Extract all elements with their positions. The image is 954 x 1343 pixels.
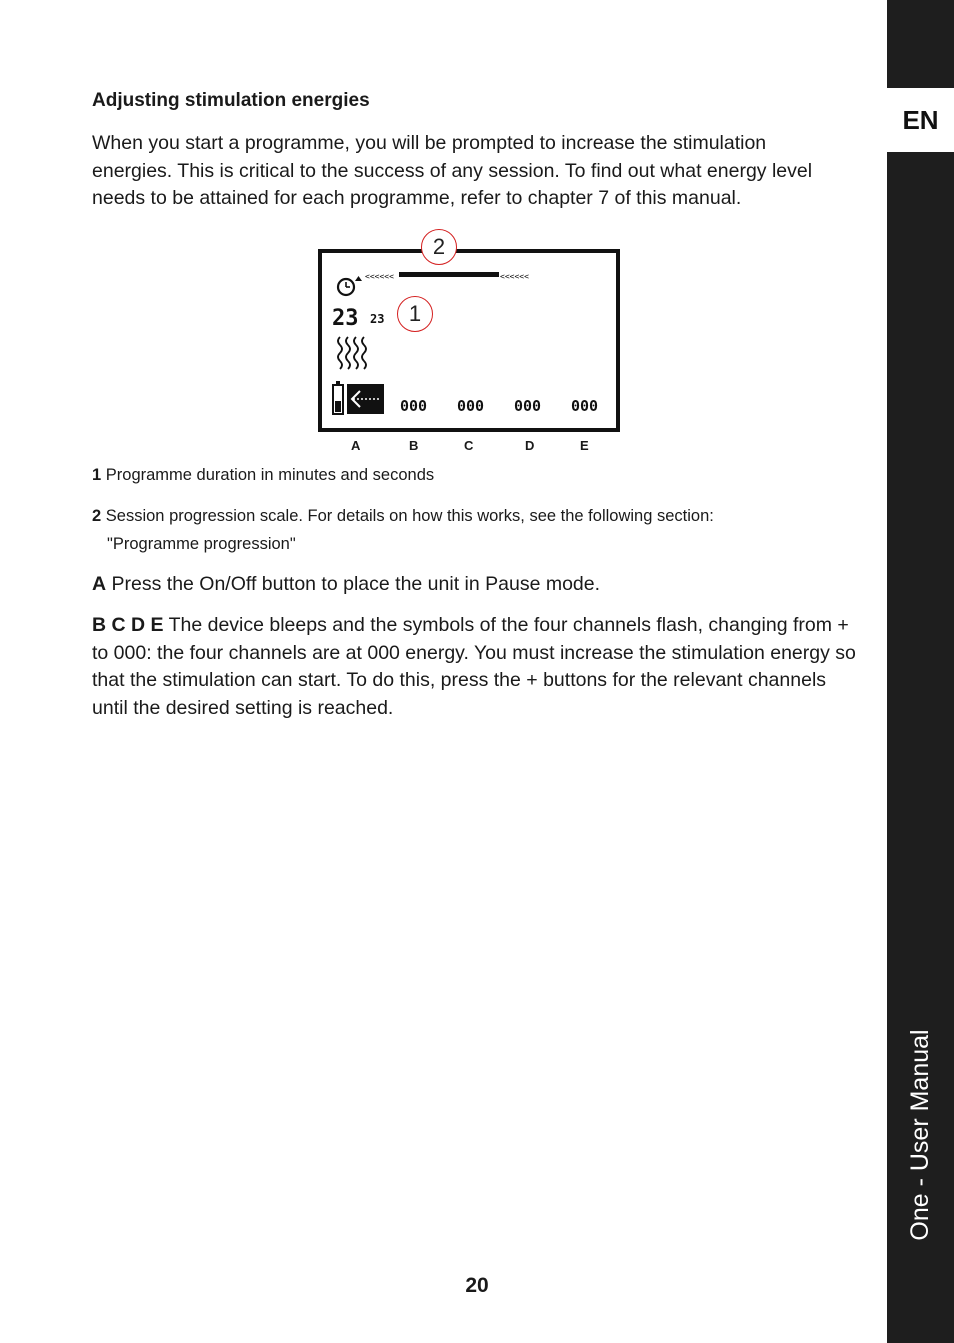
legend-item-1 (92, 461, 812, 489)
language-tab: EN (887, 88, 954, 152)
channel-b-value: 000 (400, 397, 428, 415)
callout-2: 2 (421, 229, 457, 265)
paragraph-a (92, 571, 862, 599)
waves-icon (338, 337, 366, 369)
clock-icon (338, 276, 362, 295)
intro-paragraph: When you start a programme, you will be prompted to increase the stimulation energies. This is critical to the success of any session. To find out what energy level needs to be attained for each programme, refer to chapter 7 of this manual. (92, 132, 813, 209)
svg-text:<<<<<<: <<<<<< (500, 272, 529, 281)
device-display (318, 249, 620, 432)
paragraph-lead: A (92, 573, 107, 595)
legend-text: Programme duration in minutes and seconds (105, 466, 435, 484)
page-number-text: 20 (465, 1274, 489, 1297)
battery-icon (333, 381, 343, 414)
channel-letter-c: C (464, 438, 474, 453)
pause-arrow-icon (347, 384, 384, 414)
channel-c-value: 000 (457, 397, 485, 415)
paragraph-text: The device bleeps and the symbols of the four channels flash, changing from + to 000: the four channels are at 000 energy. You must increase the stimulation energy so that the stimulation can start. To do this, press the + buttons for the relevant channels until the desired setting is reached. (92, 614, 856, 719)
legend-text-continued: "Programme progression" (107, 535, 296, 553)
channel-d-value: 000 (514, 397, 542, 415)
channel-letter-b: B (409, 438, 419, 453)
svg-text:<<<<<<: <<<<<< (365, 272, 394, 281)
section-heading: Adjusting stimulation energies (92, 90, 370, 111)
paragraph-lead: B C D E (92, 614, 164, 636)
paragraph-bcde (92, 612, 862, 722)
time-small: 23 (370, 312, 385, 326)
display-graphics (322, 253, 616, 428)
legend-item-2 (92, 502, 812, 558)
paragraph-text: Press the On/Off button to place the unit in Pause mode. (106, 573, 601, 595)
legend-number: 2 (92, 507, 102, 525)
legend-number: 1 (92, 466, 102, 484)
page-number (0, 1274, 954, 1298)
channel-letter-e: E (580, 438, 589, 453)
time-large: 23 (332, 306, 359, 331)
channel-e-value: 000 (571, 397, 599, 415)
legend-text: Session progression scale. For details on how this works, see the following section: (105, 507, 714, 525)
progression-scale-icon (365, 272, 529, 281)
manual-title: One - User Manual (906, 1029, 934, 1241)
channel-letter-d: D (525, 438, 535, 453)
channel-letter-a: A (351, 438, 361, 453)
callout-1: 1 (397, 296, 433, 332)
